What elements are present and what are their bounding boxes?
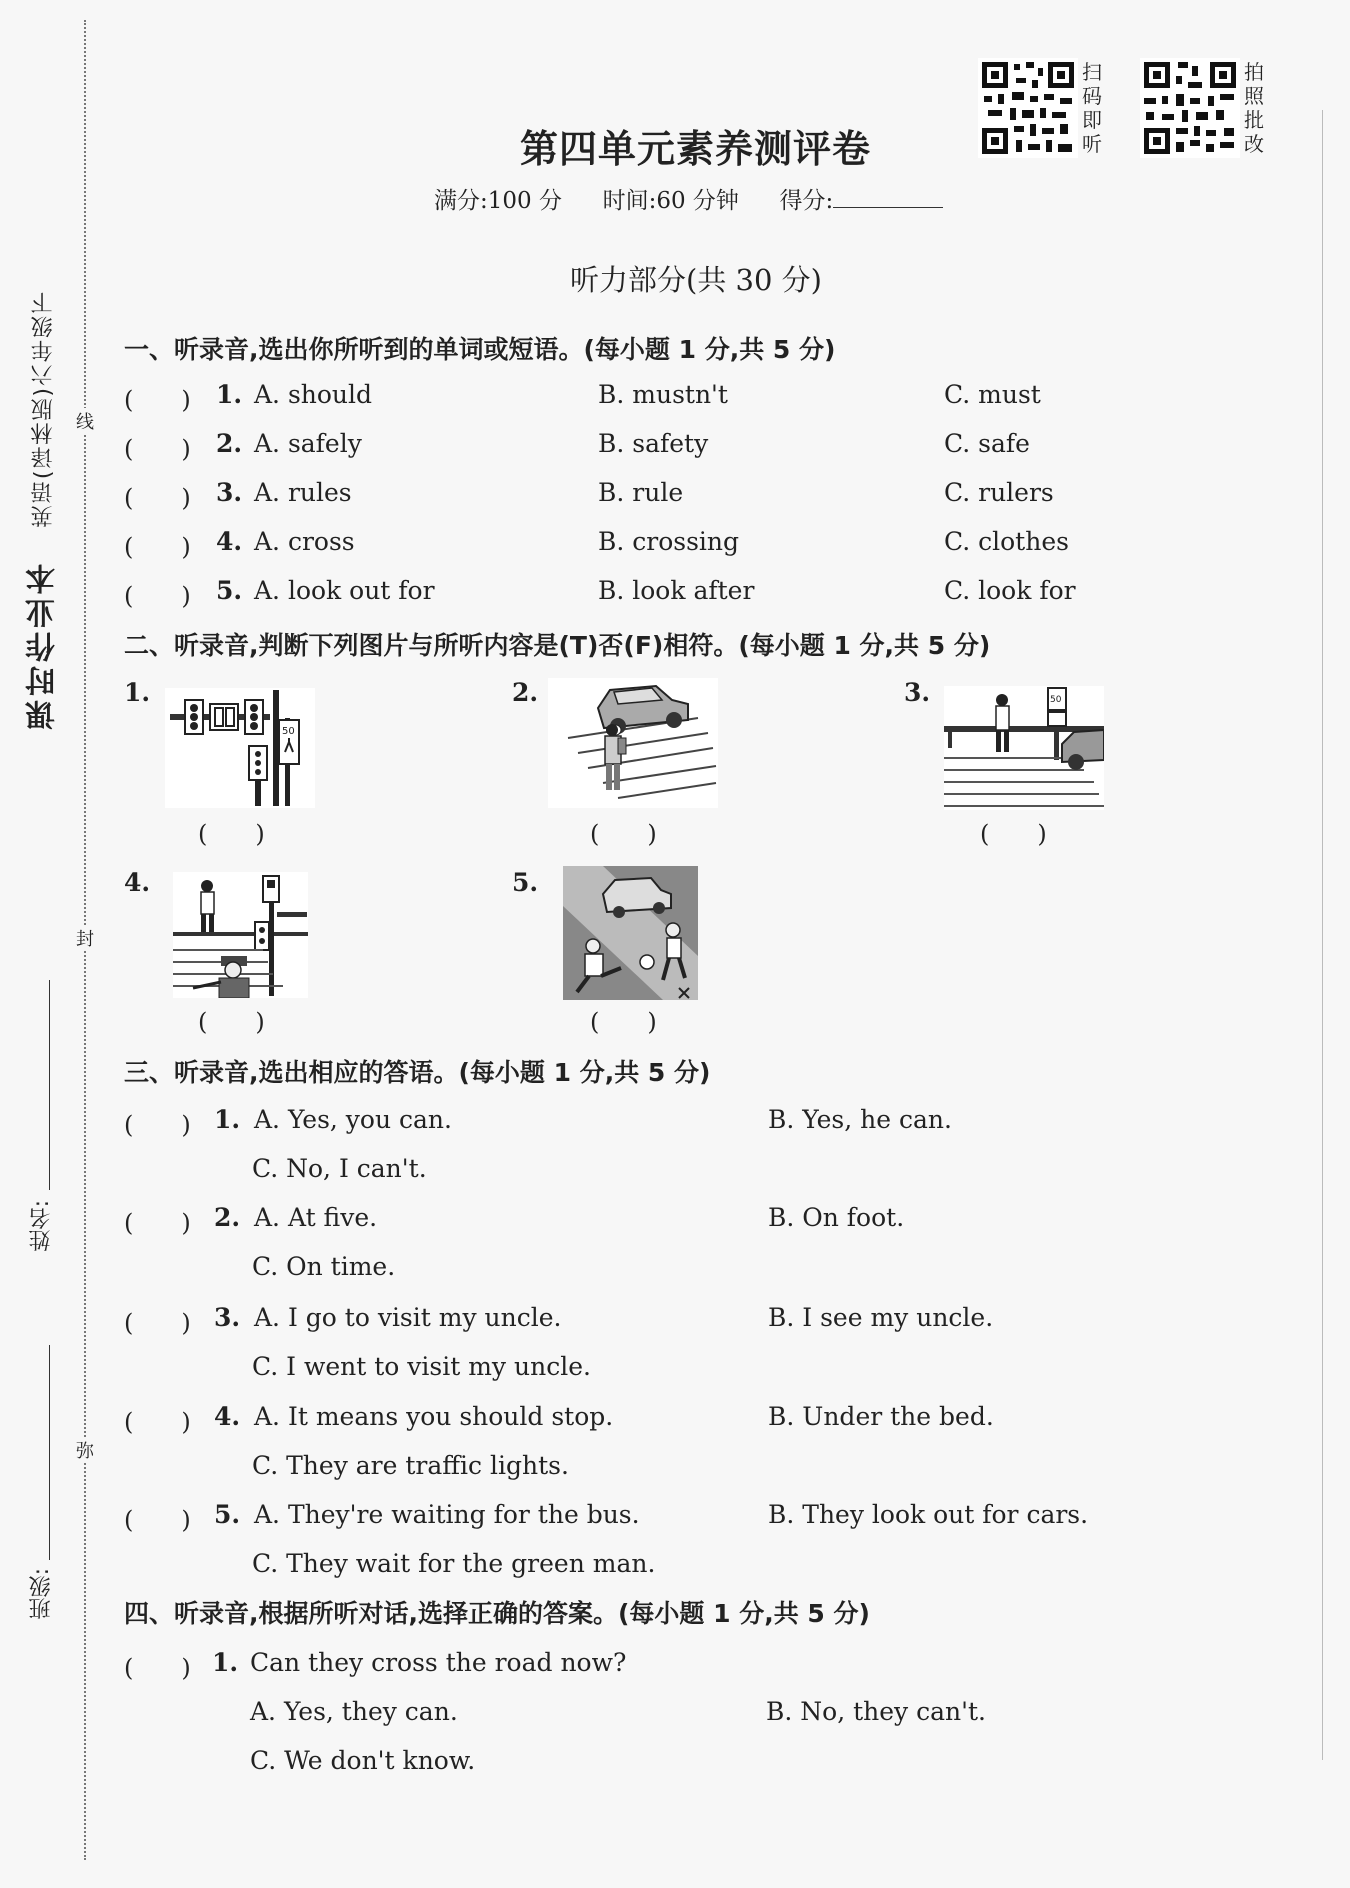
question-number: 5. [216, 576, 243, 605]
option-a: A. I go to visit my uncle. [254, 1303, 562, 1332]
option-c: C. look for [944, 576, 1076, 605]
option-a: A. should [254, 380, 373, 409]
sidebar-book-title: 课时作业本 [26, 560, 61, 730]
sidebar-line-mark: 线 [76, 408, 94, 434]
answer-paren[interactable]: ( ) [590, 1008, 657, 1036]
answer-paren[interactable]: ( ) [124, 484, 191, 512]
answer-paren[interactable]: ( ) [590, 820, 657, 848]
option-b: B. Yes, he can. [768, 1105, 952, 1134]
traffic-lights-picture [165, 688, 315, 808]
sidebar-name-label: 姓名: [29, 1200, 54, 1252]
option-c: C. must [944, 380, 1041, 409]
picture-number: 4. [124, 868, 151, 897]
answer-paren[interactable]: ( ) [124, 1506, 191, 1534]
option-b: B. They look out for cars. [768, 1500, 1089, 1529]
option-b: B. No, they can't. [766, 1697, 986, 1726]
option-a: A. safely [254, 429, 362, 458]
answer-paren[interactable]: ( ) [124, 435, 191, 463]
answer-paren[interactable]: ( ) [198, 820, 265, 848]
option-b: B. On foot. [768, 1203, 905, 1232]
picture-number: 2. [512, 678, 539, 707]
picture-number: 5. [512, 868, 539, 897]
question-number: 3. [216, 478, 243, 507]
option-a: A. It means you should stop. [254, 1402, 614, 1431]
option-b: B. I see my uncle. [768, 1303, 994, 1332]
option-a: A. look out for [254, 576, 435, 605]
answer-paren[interactable]: ( ) [124, 582, 191, 610]
picture-number: 3. [904, 678, 931, 707]
question-number: 2. [216, 429, 243, 458]
football-picture [563, 866, 698, 1000]
option-c: C. On time. [252, 1252, 396, 1281]
option-c: C. They wait for the green man. [252, 1549, 656, 1578]
page-title: 第四单元素养测评卷 [520, 126, 872, 171]
option-b: B. crossing [598, 527, 740, 556]
option-b: B. rule [598, 478, 684, 507]
car-and-boy-picture [548, 678, 718, 808]
score-label: 得分: [779, 188, 834, 214]
svg-text:50: 50 [1050, 695, 1062, 705]
sidebar-mi-mark: 弥 [76, 1437, 94, 1463]
answer-paren[interactable]: ( ) [124, 1209, 191, 1237]
question-number: 4. [214, 1402, 241, 1431]
question-number: 5. [214, 1500, 241, 1529]
question-number: 1. [216, 380, 243, 409]
option-b: B. look after [598, 576, 755, 605]
qr-code-icon [978, 58, 1078, 158]
part3-heading: 三、听录音,选出相应的答语。(每小题 1 分,共 5 分) [124, 1058, 711, 1087]
option-c: C. I went to visit my uncle. [252, 1352, 591, 1381]
section-title: 听力部分(共 30 分) [570, 263, 822, 297]
answer-paren[interactable]: ( ) [980, 820, 1047, 848]
question-number: 4. [216, 527, 243, 556]
qr-code-listen[interactable] [978, 58, 1078, 158]
answer-paren[interactable]: ( ) [198, 1008, 265, 1036]
right-border-line [1322, 110, 1323, 1760]
qr-code-icon [1140, 58, 1240, 158]
full-score: 满分:100 分 [434, 188, 562, 214]
answer-paren[interactable]: ( ) [124, 533, 191, 561]
answer-paren[interactable]: ( ) [124, 386, 191, 414]
sidebar-seal-mark: 封 [76, 925, 94, 951]
part2-heading: 二、听录音,判断下列图片与所听内容是(T)否(F)相符。(每小题 1 分,共 5 分) [124, 631, 991, 660]
option-c: C. rulers [944, 478, 1054, 507]
qr-caption-listen: 扫码即听 [1082, 60, 1102, 156]
question-number: 1. [214, 1105, 241, 1134]
sidebar-class-label: 班级: [29, 1568, 54, 1620]
svg-text:50: 50 [282, 726, 295, 737]
test-info [434, 182, 943, 215]
option-c: C. clothes [944, 527, 1069, 556]
option-b: B. mustn't [598, 380, 728, 409]
option-c: C. safe [944, 429, 1030, 458]
question-text: Can they cross the road now? [250, 1648, 627, 1677]
sidebar-subject: 英语(译林版)六年级下 [31, 290, 56, 528]
option-a: A. cross [254, 527, 355, 556]
policeman-picture [173, 872, 308, 998]
picture-number: 1. [124, 678, 151, 707]
option-a: A. Yes, you can. [254, 1105, 452, 1134]
option-b: B. safety [598, 429, 709, 458]
answer-paren[interactable]: ( ) [124, 1309, 191, 1337]
question-number: 2. [214, 1203, 241, 1232]
answer-paren[interactable]: ( ) [124, 1111, 191, 1139]
option-c: C. We don't know. [250, 1746, 476, 1775]
answer-paren[interactable]: ( ) [124, 1654, 191, 1682]
qr-code-grade[interactable] [1140, 58, 1240, 158]
score-blank[interactable] [833, 185, 943, 208]
question-number: 3. [214, 1303, 241, 1332]
boy-crossing-picture [944, 686, 1104, 810]
sidebar-class-blank[interactable] [49, 1345, 50, 1560]
option-c: C. No, I can't. [252, 1154, 427, 1183]
part4-heading: 四、听录音,根据所听对话,选择正确的答案。(每小题 1 分,共 5 分) [124, 1599, 870, 1628]
option-b: B. Under the bed. [768, 1402, 994, 1431]
option-a: A. Yes, they can. [250, 1697, 458, 1726]
sidebar-name-blank[interactable] [49, 980, 50, 1190]
option-a: A. rules [254, 478, 352, 507]
part1-heading: 一、听录音,选出你所听到的单词或短语。(每小题 1 分,共 5 分) [124, 335, 836, 364]
question-number: 1. [212, 1648, 239, 1677]
option-a: A. At five. [254, 1203, 378, 1232]
option-a: A. They're waiting for the bus. [254, 1500, 640, 1529]
answer-paren[interactable]: ( ) [124, 1408, 191, 1436]
option-c: C. They are traffic lights. [252, 1451, 569, 1480]
time-limit: 时间:60 分钟 [602, 188, 739, 214]
qr-caption-grade: 拍照批改 [1244, 60, 1264, 156]
